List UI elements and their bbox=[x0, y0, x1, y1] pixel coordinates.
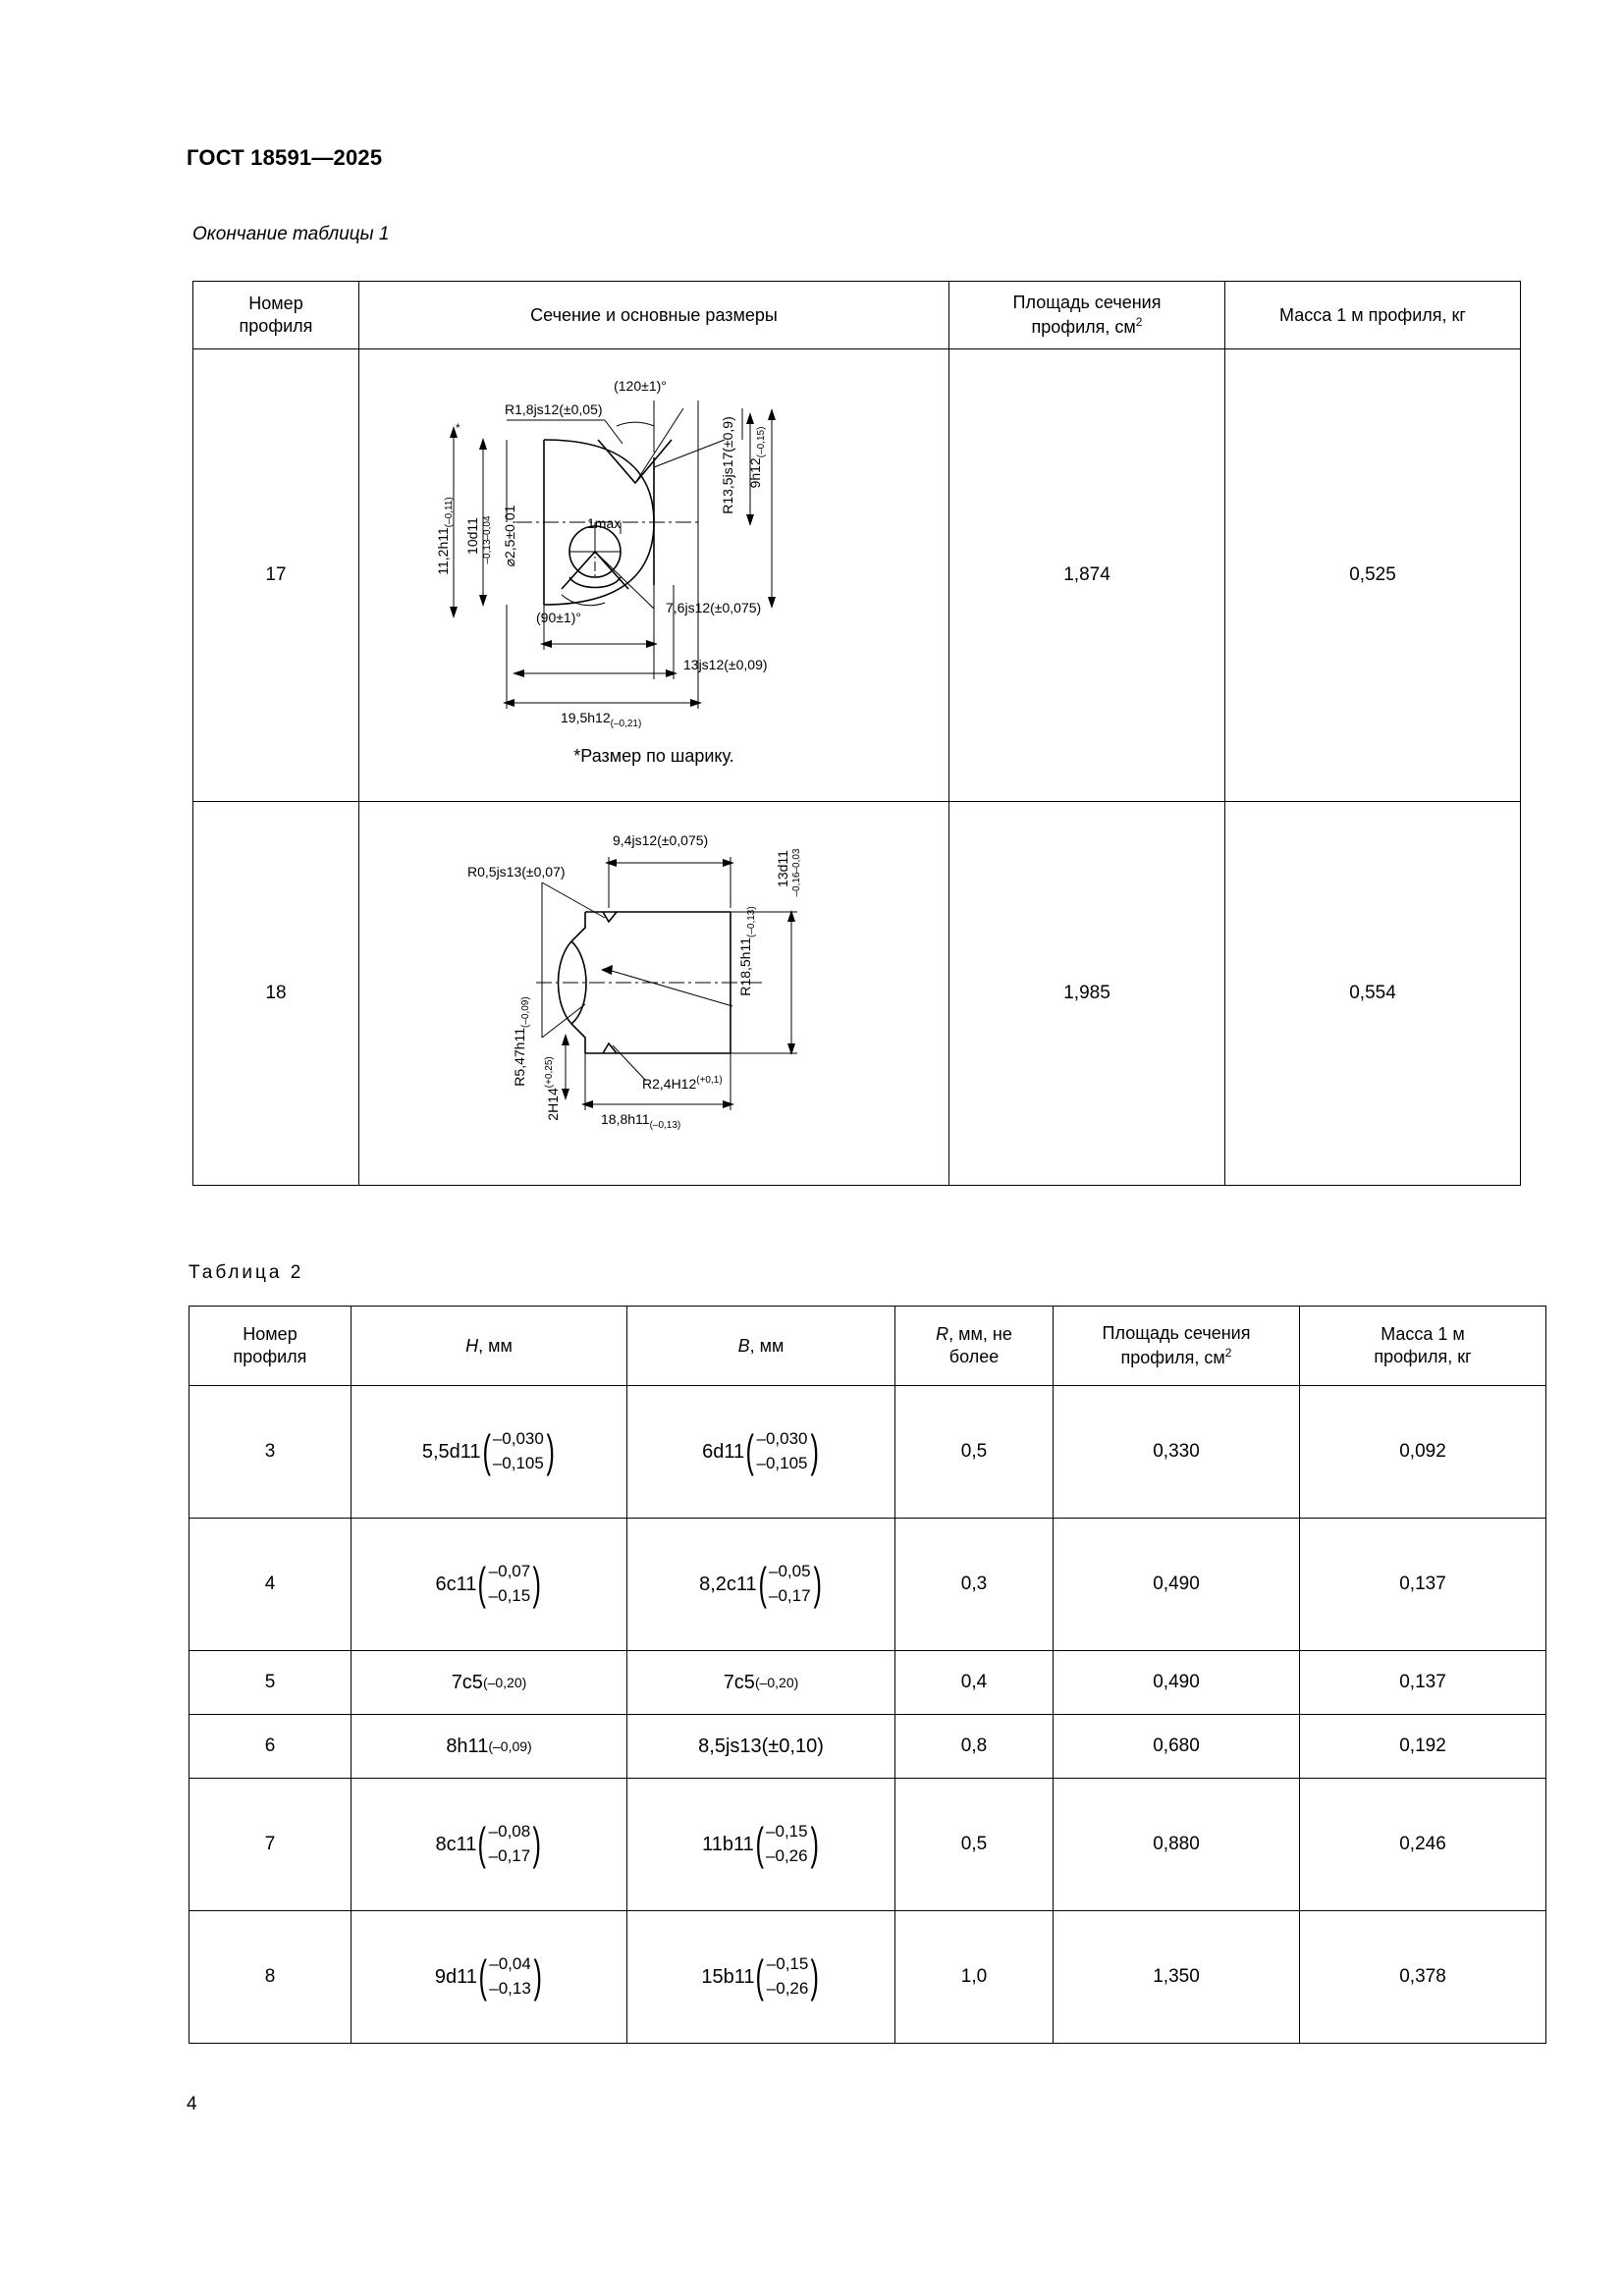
dim-r547: $R5,47h11_{(-0,09)}$ bbox=[512, 996, 531, 1087]
header-profile-number: Номер профиля bbox=[193, 282, 359, 349]
dim-112h11: $11,2h11_{(-0,11)}$ bbox=[435, 497, 455, 575]
table1-caption: Окончание таблицы 1 bbox=[192, 224, 390, 244]
cell-profile-number: 5 bbox=[189, 1651, 352, 1715]
bracket-open: ( bbox=[758, 1558, 767, 1610]
b-base: 11b11 bbox=[702, 1833, 754, 1855]
dim-13d11-tol-lower: –0,16 bbox=[791, 872, 802, 897]
header-r: R, мм, не более bbox=[895, 1307, 1054, 1386]
cell-r: 0,3 bbox=[895, 1519, 1054, 1651]
table-row bbox=[189, 1911, 1546, 2044]
b-tol-upper: –0,15 bbox=[766, 1822, 808, 1842]
cell-drawing-17 bbox=[359, 349, 949, 802]
h-tol-lower: –0,15 bbox=[488, 1586, 531, 1605]
h-base: 5,5d11 bbox=[421, 1440, 481, 1463]
dim-9h12: $9h12_{(-0,15)}$ bbox=[747, 426, 767, 489]
h-tol-upper: –0,07 bbox=[488, 1562, 531, 1581]
table-row-header bbox=[193, 282, 1521, 349]
header-area: Площадь сечения профиля, $см^2$ bbox=[949, 282, 1225, 349]
cell-area: 0,880 bbox=[1054, 1779, 1300, 1911]
cell-b bbox=[627, 1651, 895, 1715]
cell-h bbox=[352, 1779, 627, 1911]
cell-b bbox=[627, 1715, 895, 1779]
h-base: 9d11 bbox=[434, 1965, 477, 1988]
h-base: 7c5 bbox=[451, 1671, 483, 1693]
dim-13: 13js12(±0,09) bbox=[683, 657, 768, 672]
cell-b bbox=[627, 1519, 895, 1651]
b-base: 15b11 bbox=[701, 1965, 755, 1988]
cell-area: 1,874 bbox=[949, 349, 1225, 802]
cell-drawing-18 bbox=[359, 802, 949, 1186]
header-mass: Масса 1 м профиля, кг bbox=[1300, 1307, 1546, 1386]
header-h: H, мм bbox=[352, 1307, 627, 1386]
table-row bbox=[189, 1715, 1546, 1779]
h-tol-upper: –0,04 bbox=[489, 1954, 531, 1974]
b-tol-lower: –0,105 bbox=[756, 1454, 808, 1472]
cell-r: 0,5 bbox=[895, 1386, 1054, 1519]
cell-profile-number: 4 bbox=[189, 1519, 352, 1651]
cell-h bbox=[352, 1386, 627, 1519]
bracket-close: ) bbox=[533, 1950, 542, 2002]
dim-195: $19,5h12_{(-0,21)}$ bbox=[561, 710, 642, 729]
dim-d25: ⌀2,5±0,01 bbox=[502, 505, 517, 567]
dim-angle-top: (120±1)° bbox=[614, 378, 667, 394]
b-tol-upper: –0,15 bbox=[766, 1954, 809, 1974]
dim-r185: $R18,5h11_{(-0,13)}$ bbox=[737, 906, 757, 996]
dim-r135: R13,5js17(±0,9) bbox=[720, 416, 735, 514]
cell-h bbox=[352, 1911, 627, 2044]
h-tol-upper: –0,030 bbox=[492, 1429, 544, 1449]
header-area: Площадь сечения профиля, $см^2$ bbox=[1054, 1307, 1300, 1386]
bracket-close: ) bbox=[546, 1425, 555, 1477]
cell-area: 0,490 bbox=[1054, 1651, 1300, 1715]
bracket-open: ( bbox=[755, 1818, 764, 1870]
b-base: 8,5js13(±0,10) bbox=[698, 1735, 824, 1757]
bracket-open: ( bbox=[481, 1425, 491, 1477]
header-mass: Масса 1 м профиля, кг bbox=[1225, 282, 1521, 349]
cell-h bbox=[352, 1651, 627, 1715]
bracket-open: ( bbox=[477, 1818, 487, 1870]
cell-b bbox=[627, 1386, 895, 1519]
table-row bbox=[193, 349, 1521, 802]
dim-r05: R0,5js13(±0,07) bbox=[467, 864, 566, 880]
table-row-header bbox=[189, 1307, 1546, 1386]
dim-r18: R1,8js12(±0,05) bbox=[505, 401, 603, 417]
table-1 bbox=[192, 281, 1521, 1186]
dim-188: $18,8h11_{(-0,13)}$ bbox=[601, 1111, 681, 1131]
b-base: 8,2c11 bbox=[699, 1573, 757, 1595]
header-b: B, мм bbox=[627, 1307, 895, 1386]
dim-13d11-tol-upper: –0,03 bbox=[791, 848, 802, 874]
dim-10d11-tol-lower: –0,13 bbox=[482, 539, 493, 564]
table2-caption: Таблица 2 bbox=[189, 1262, 304, 1283]
bracket-open: ( bbox=[478, 1950, 487, 2002]
profile-18-drawing bbox=[359, 802, 948, 1180]
dim-13d11: 13d11 bbox=[775, 850, 790, 887]
dim-star: * bbox=[456, 421, 460, 435]
b-tol-upper: –0,05 bbox=[769, 1562, 811, 1581]
h-tol-lower: –0,13 bbox=[489, 1979, 531, 1998]
dim-1max: 1max bbox=[587, 515, 622, 531]
cell-mass: 0,378 bbox=[1300, 1911, 1546, 2044]
cell-h bbox=[352, 1715, 627, 1779]
h-tol-lower: –0,17 bbox=[488, 1846, 531, 1865]
cell-area: 0,490 bbox=[1054, 1519, 1300, 1651]
dim-2h14: $2H14^{(+0,25)}$ bbox=[544, 1056, 561, 1121]
b-tol-lower: –0,17 bbox=[769, 1586, 811, 1605]
dim-angle-bottom: (90±1)° bbox=[536, 610, 581, 625]
cell-profile-number: 8 bbox=[189, 1911, 352, 2044]
b-tol-lower: –0,26 bbox=[766, 1979, 809, 1998]
cell-mass: 0,137 bbox=[1300, 1519, 1546, 1651]
cell-mass: 0,137 bbox=[1300, 1651, 1546, 1715]
cell-area: 1,985 bbox=[949, 802, 1225, 1186]
dim-76: 7,6js12(±0,075) bbox=[666, 600, 762, 615]
bracket-open: ( bbox=[755, 1950, 765, 2002]
dim-10d11: 10d11 bbox=[464, 517, 480, 555]
h-base: 8h11 bbox=[446, 1735, 489, 1757]
cell-area: 0,330 bbox=[1054, 1386, 1300, 1519]
h-tol: (–0,20) bbox=[482, 1675, 527, 1690]
cell-mass: 0,525 bbox=[1225, 349, 1521, 802]
cell-profile-number: 18 bbox=[193, 802, 359, 1186]
bracket-close: ) bbox=[813, 1558, 822, 1610]
cell-r: 0,5 bbox=[895, 1779, 1054, 1911]
table-2 bbox=[189, 1306, 1546, 2044]
header-profile-number: Номер профиля bbox=[189, 1307, 352, 1386]
cell-r: 1,0 bbox=[895, 1911, 1054, 2044]
dim-r24: $R2,4H12^{(+0,1)}$ bbox=[642, 1075, 723, 1092]
cell-area: 0,680 bbox=[1054, 1715, 1300, 1779]
table-row bbox=[189, 1519, 1546, 1651]
page-number: 4 bbox=[187, 2094, 197, 2114]
document-header: ГОСТ 18591—2025 bbox=[187, 145, 383, 170]
cell-profile-number: 17 bbox=[193, 349, 359, 802]
h-tol-upper: –0,08 bbox=[488, 1822, 531, 1842]
h-tol-lower: –0,105 bbox=[492, 1454, 544, 1472]
profile-17-drawing bbox=[359, 349, 948, 796]
footnote-ball-size: *Размер по шарику. bbox=[573, 746, 734, 766]
dim-94: 9,4js12(±0,075) bbox=[613, 832, 709, 848]
cell-r: 0,8 bbox=[895, 1715, 1054, 1779]
bracket-close: ) bbox=[810, 1818, 819, 1870]
table-row bbox=[189, 1651, 1546, 1715]
cell-area: 1,350 bbox=[1054, 1911, 1300, 2044]
cell-mass: 0,092 bbox=[1300, 1386, 1546, 1519]
bracket-close: ) bbox=[810, 1950, 820, 2002]
h-base: 8c11 bbox=[435, 1833, 477, 1855]
b-base: 7c5 bbox=[723, 1671, 755, 1693]
table-row bbox=[189, 1386, 1546, 1519]
cell-h bbox=[352, 1519, 627, 1651]
bracket-close: ) bbox=[809, 1425, 819, 1477]
header-section: Сечение и основные размеры bbox=[359, 282, 949, 349]
cell-profile-number: 3 bbox=[189, 1386, 352, 1519]
b-tol: (–0,20) bbox=[754, 1675, 799, 1690]
cell-b bbox=[627, 1911, 895, 2044]
table-row bbox=[193, 802, 1521, 1186]
h-base: 6c11 bbox=[435, 1573, 477, 1595]
bracket-open: ( bbox=[477, 1558, 487, 1610]
table-row bbox=[189, 1779, 1546, 1911]
bracket-close: ) bbox=[532, 1818, 542, 1870]
cell-mass: 0,246 bbox=[1300, 1779, 1546, 1911]
bracket-open: ( bbox=[745, 1425, 755, 1477]
cell-mass: 0,192 bbox=[1300, 1715, 1546, 1779]
dim-10d11-tol-upper: –0,04 bbox=[482, 515, 493, 541]
h-tol: (–0,09) bbox=[488, 1738, 532, 1754]
b-tol-upper: –0,030 bbox=[756, 1429, 808, 1449]
b-tol-lower: –0,26 bbox=[766, 1846, 808, 1865]
cell-mass: 0,554 bbox=[1225, 802, 1521, 1186]
b-base: 6d11 bbox=[702, 1440, 745, 1463]
cell-b bbox=[627, 1779, 895, 1911]
cell-profile-number: 6 bbox=[189, 1715, 352, 1779]
bracket-close: ) bbox=[532, 1558, 542, 1610]
cell-profile-number: 7 bbox=[189, 1779, 352, 1911]
cell-r: 0,4 bbox=[895, 1651, 1054, 1715]
